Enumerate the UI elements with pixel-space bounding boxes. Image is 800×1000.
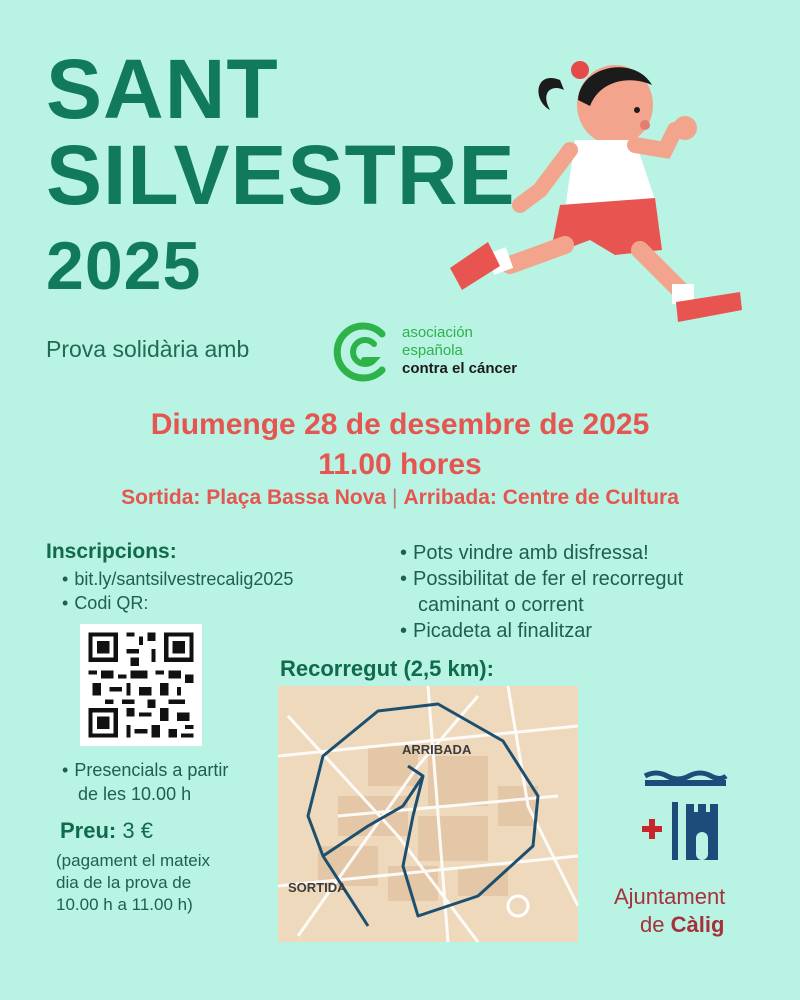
registration-link[interactable]: • bit.ly/santsilvestrecalig2025 <box>62 569 294 589</box>
feature-walk-run-2: caminant o corrent <box>418 594 584 616</box>
title-year: 2025 <box>46 228 202 304</box>
coat-of-arms <box>640 770 730 880</box>
title-line-1: SANT <box>46 42 279 136</box>
route-map <box>278 686 578 942</box>
separator: | <box>392 486 398 509</box>
feature-snack: • Picadeta al finalitzar <box>400 620 592 642</box>
route-title: Recorregut (2,5 km): <box>280 656 494 681</box>
event-time: 11.00 hores <box>318 448 482 481</box>
council-name-2: de Càlig <box>640 912 725 937</box>
qr-label: • Codi QR: <box>62 593 149 613</box>
event-date: Diumenge 28 de desembre de 2025 <box>150 408 650 441</box>
runner-illustration <box>440 40 750 340</box>
solidary-text: Prova solidària amb <box>46 336 250 362</box>
council-name-1: Ajuntament <box>614 884 726 909</box>
registration-title: Inscripcions: <box>46 540 177 563</box>
partner-name-3: contra el cáncer <box>402 360 518 377</box>
map-start-label: SORTIDA <box>288 880 347 895</box>
partner-name-1: asociación <box>402 324 473 341</box>
partner-name-2: española <box>402 342 463 359</box>
qr-code[interactable] <box>80 624 202 746</box>
price-note-2: dia de la prova de <box>56 873 192 892</box>
in-person-line-2: de les 10.00 h <box>78 784 192 804</box>
feature-walk-run: • Possibilitat de fer el recorregut <box>400 568 684 590</box>
start-finish-line <box>0 486 800 510</box>
price: Preu: 3 € <box>60 818 153 843</box>
finish-location: Arribada: Centre de Cultura <box>403 486 679 509</box>
in-person-line-1: • Presencials a partir <box>62 760 229 780</box>
feature-costume: • Pots vindre amb disfressa! <box>400 542 649 564</box>
price-note-1: (pagament el mateix <box>56 851 211 870</box>
aecc-logo <box>330 320 394 384</box>
price-note-3: 10.00 h a 11.00 h) <box>56 895 193 914</box>
title-line-2: SILVESTRE <box>46 128 516 222</box>
start-location: Sortida: Plaça Bassa Nova <box>121 486 387 509</box>
map-finish-label: ARRIBADA <box>402 742 472 757</box>
